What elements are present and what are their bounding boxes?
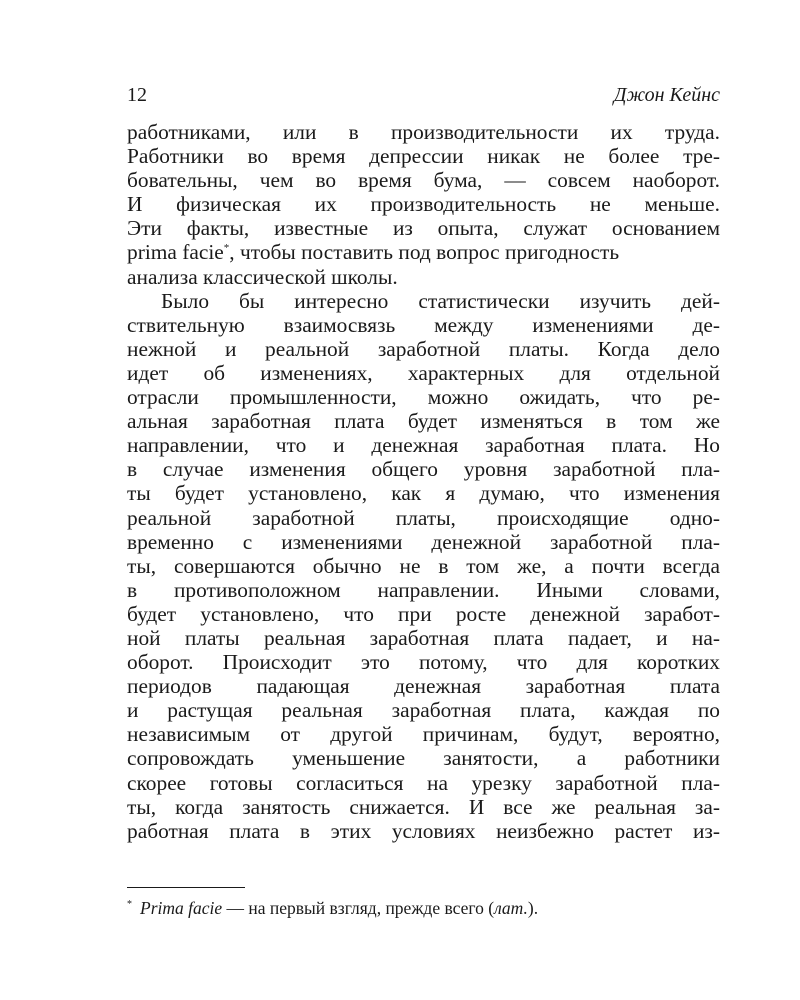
text-line: альная заработная плата будет изменяться в том же (127, 409, 720, 434)
text-line: нежной и реальной заработной платы. Когда дело (127, 336, 720, 361)
text-line: сопровождать уменьшение занятости, а работники (127, 746, 720, 771)
body-text (127, 120, 720, 843)
text-line: направлении, что и денежная заработная плата. Но (127, 433, 720, 458)
text-line: независимым от другой причинам, будут, вероятно, (127, 722, 720, 747)
text-line: оборот. Происходит это потому, что для коротких (127, 650, 720, 675)
footnote-close: ). (527, 898, 539, 918)
text-line: работная плата в этих условиях неизбежно растет из- (127, 818, 720, 843)
text-line: идет об изменениях, характерных для отдельной (127, 360, 720, 385)
text-line: в случае изменения общего уровня заработной пла- (127, 457, 720, 482)
footnote-language: лат. (494, 898, 528, 918)
running-title: Джон Кейнс (613, 84, 720, 106)
text-line: реальной заработной платы, происходящие одно- (127, 505, 720, 530)
text-line: скорее готовы согласиться на урезку заработной пла- (127, 770, 720, 795)
page-header (127, 84, 720, 110)
text-line: Было бы интересно статистически изучить дей- (161, 288, 720, 313)
text-line: ной платы реальная заработная плата падает, и на- (127, 625, 720, 650)
text-line: анализа классической школы. (127, 264, 398, 289)
text-line: ты, совершаются обычно не в том же, а почти всегда (127, 553, 720, 578)
text-line: бовательны, чем во время бума, — совсем наоборот. (127, 168, 720, 193)
text-line: в противоположном направлении. Иными словами, (127, 577, 720, 602)
text-line: И физическая их производительность не меньше. (127, 192, 720, 217)
page-number: 12 (127, 84, 147, 106)
text-line: периодов падающая денежная заработная плата (127, 674, 720, 699)
text-line: работниками, или в производительности их труда. (127, 120, 720, 144)
text-line (127, 240, 720, 264)
text-line: отрасли промышленности, можно ожидать, что ре- (127, 385, 720, 410)
text-line: Работники во время депрессии никак не более тре- (127, 144, 720, 169)
text-line: и растущая реальная заработная плата, каждая по (127, 698, 720, 723)
text-line: временно с изменениями денежной заработной пла- (127, 529, 720, 554)
footnote-marker: * (127, 899, 132, 911)
footnote-divider (127, 887, 245, 888)
footnote (127, 897, 538, 919)
latin-phrase: prima facie (127, 240, 224, 265)
text-line: ты будет установлено, как я думаю, что изменения (127, 481, 720, 506)
footnote-text: — на первый взгляд, прежде всего ( (222, 898, 495, 918)
footnote-term: Prima facie (140, 898, 223, 918)
text-line: будет установлено, что при росте денежной заработ- (127, 601, 720, 626)
text-line-rest: , чтобы поставить под вопрос пригодность (229, 240, 620, 265)
text-line: ствительную взаимосвязь между изменениями де- (127, 312, 720, 337)
text-line: Эти факты, известные из опыта, служат основанием (127, 216, 720, 241)
text-line: ты, когда занятость снижается. И все же реальная за- (127, 794, 720, 819)
footnote-reference: * (223, 242, 230, 255)
